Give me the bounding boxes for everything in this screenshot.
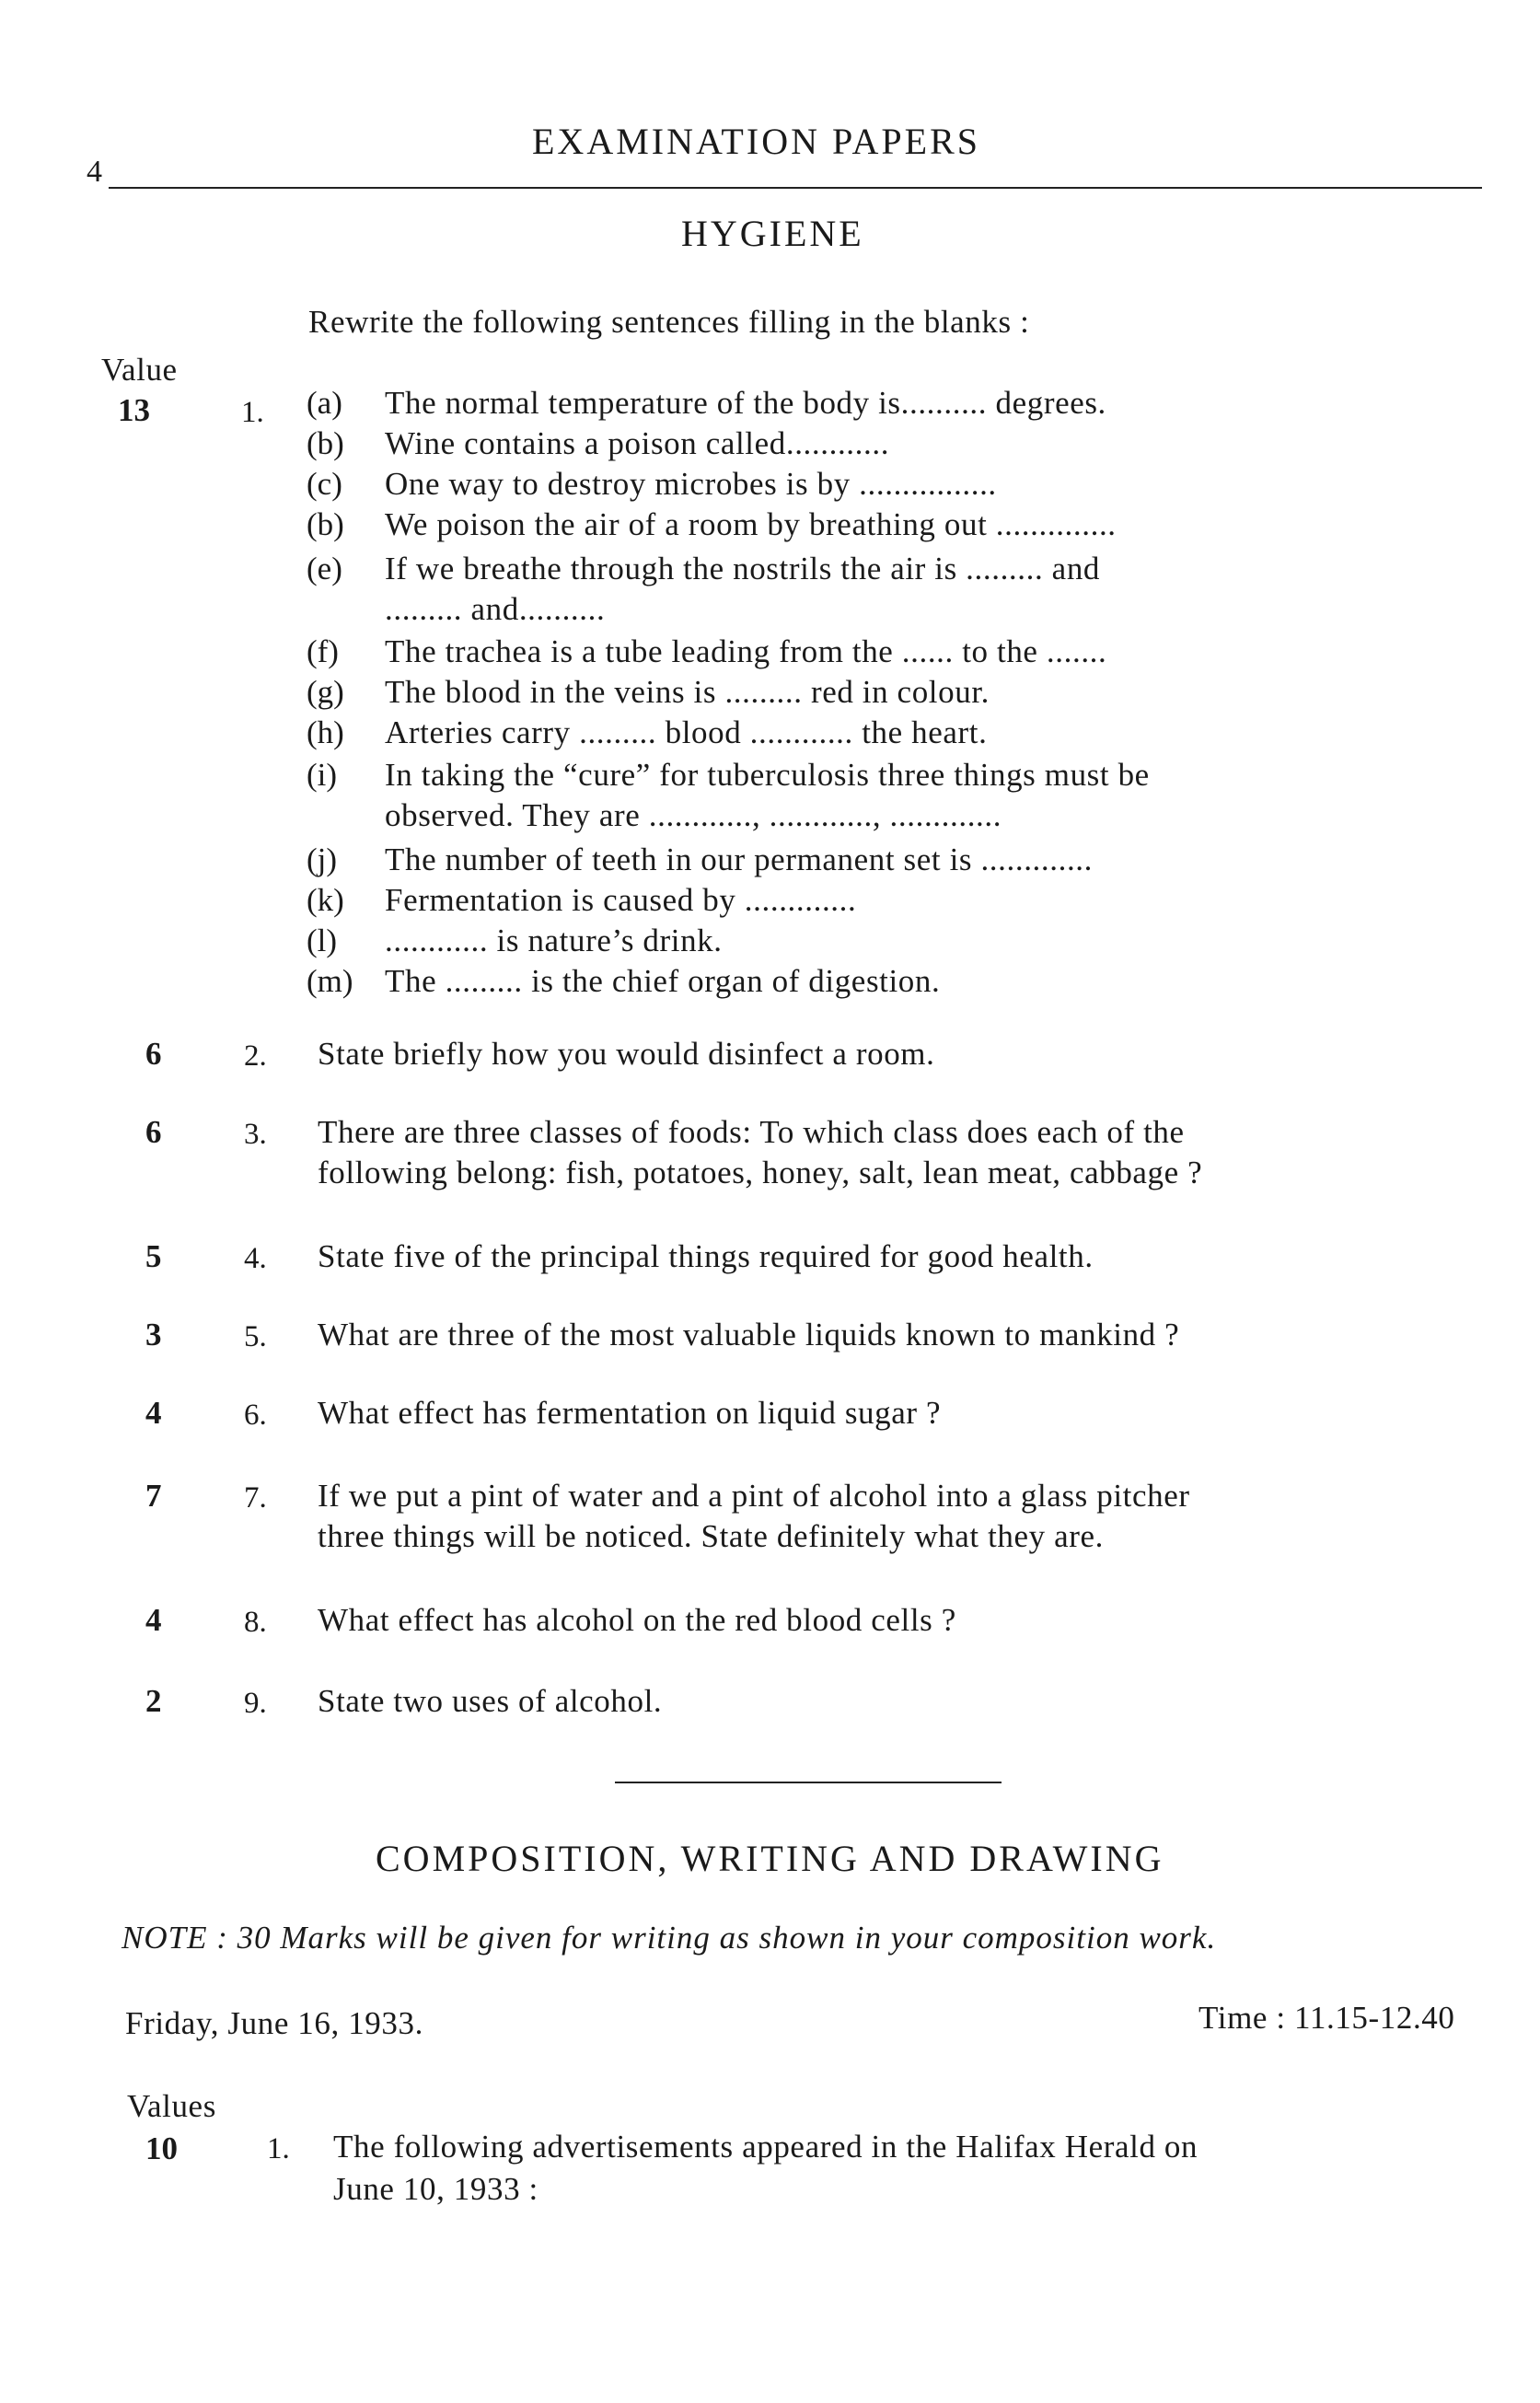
question-number: 7. [244,1481,267,1515]
sub-item-label: (f) [307,633,339,669]
sub-item-text: Wine contains a poison called............ [385,425,890,461]
sub-item-text: ......... and.......... [385,591,606,627]
sub-item-text: ............ is nature’s drink. [385,923,723,958]
exam-date: Friday, June 16, 1933. [125,2005,423,2041]
sub-item-label: (m) [307,963,353,999]
sub-item-text: If we breathe through the nostrils the air is ......... and [385,551,1101,586]
section-title-hygiene: HYGIENE [681,213,864,254]
question-number: 1. [241,396,264,429]
question-number: 1. [267,2132,290,2165]
question-value: 6 [145,1036,162,1072]
header-rule [109,187,1482,189]
sub-item-text: The blood in the veins is ......... red in colour. [385,674,990,710]
question-number: 2. [244,1039,267,1073]
sub-item-text: The number of teeth in our permanent set is ............. [385,842,1094,877]
sub-item-text: In taking the “cure” for tuberculosis three things must be [385,757,1150,793]
sub-item-label: (b) [307,506,344,542]
sub-item-text: Fermentation is caused by ............. [385,882,857,918]
sub-item-label: (k) [307,882,344,918]
sub-item-label: (i) [307,757,338,793]
question-text-line: State briefly how you would disinfect a room. [318,1036,935,1072]
values-label: Values [127,2088,216,2124]
question-number: 8. [244,1606,267,1639]
question-value: 13 [118,392,150,428]
page-number: 4 [87,155,102,189]
instruction-text: Rewrite the following sentences filling in the blanks : [308,304,1030,340]
question-number: 3. [244,1118,267,1151]
question-value: 3 [145,1317,162,1352]
question-text-line: three things will be noticed. State definitely what they are. [318,1518,1104,1554]
question-value: 6 [145,1114,162,1150]
section-title-composition: COMPOSITION, WRITING AND DRAWING [376,1838,1164,1879]
sub-item-label: (l) [307,923,338,958]
sub-item-text: The trachea is a tube leading from the ...... to the ....... [385,633,1107,669]
question-value: 5 [145,1238,162,1274]
sub-item-label: (b) [307,425,344,461]
question-text-line: If we put a pint of water and a pint of alcohol into a glass pitcher [318,1478,1190,1514]
sub-item-label: (j) [307,842,338,877]
question-number: 9. [244,1687,267,1720]
question-number: 5. [244,1320,267,1353]
exam-time: Time : 11.15-12.40 [1198,2000,1455,2036]
question-value: 10 [145,2130,178,2166]
sub-item-label: (h) [307,714,344,750]
sub-item-text: One way to destroy microbes is by ................ [385,466,997,502]
question-value: 4 [145,1395,162,1431]
question-text-line: What are three of the most valuable liquids known to mankind ? [318,1317,1180,1352]
sub-item-text: observed. They are ............, ............, ............. [385,797,1002,833]
question-value: 7 [145,1478,162,1514]
question-text-line: following belong: fish, potatoes, honey, salt, lean meat, cabbage ? [318,1155,1203,1190]
note-text: NOTE : 30 Marks will be given for writing as shown in your composition work. [122,1920,1217,1956]
sub-item-label: (g) [307,674,344,710]
sub-item-text: The normal temperature of the body is.......... degrees. [385,385,1106,421]
question-text-line: State two uses of alcohol. [318,1683,663,1719]
question-number: 6. [244,1399,267,1432]
sub-item-label: (c) [307,466,342,502]
sub-item-label: (a) [307,385,342,421]
section-divider [615,1782,1002,1783]
question-value: 2 [145,1683,162,1719]
sub-item-text: The ......... is the chief organ of digestion. [385,963,941,999]
question-text-line: What effect has alcohol on the red blood cells ? [318,1602,956,1638]
question-text-line: June 10, 1933 : [333,2171,538,2207]
question-number: 4. [244,1242,267,1275]
value-label: Value [101,352,178,388]
sub-item-label: (e) [307,551,342,586]
running-title: EXAMINATION PAPERS [532,121,981,162]
question-text-line: There are three classes of foods: To which class does each of the [318,1114,1185,1150]
sub-item-text: Arteries carry ......... blood ............ the heart. [385,714,988,750]
sub-item-text: We poison the air of a room by breathing out .............. [385,506,1117,542]
question-text-line: State five of the principal things required for good health. [318,1238,1094,1274]
question-text-line: The following advertisements appeared in the Halifax Herald on [333,2129,1198,2165]
question-value: 4 [145,1602,162,1638]
question-text-line: What effect has fermentation on liquid sugar ? [318,1395,942,1431]
